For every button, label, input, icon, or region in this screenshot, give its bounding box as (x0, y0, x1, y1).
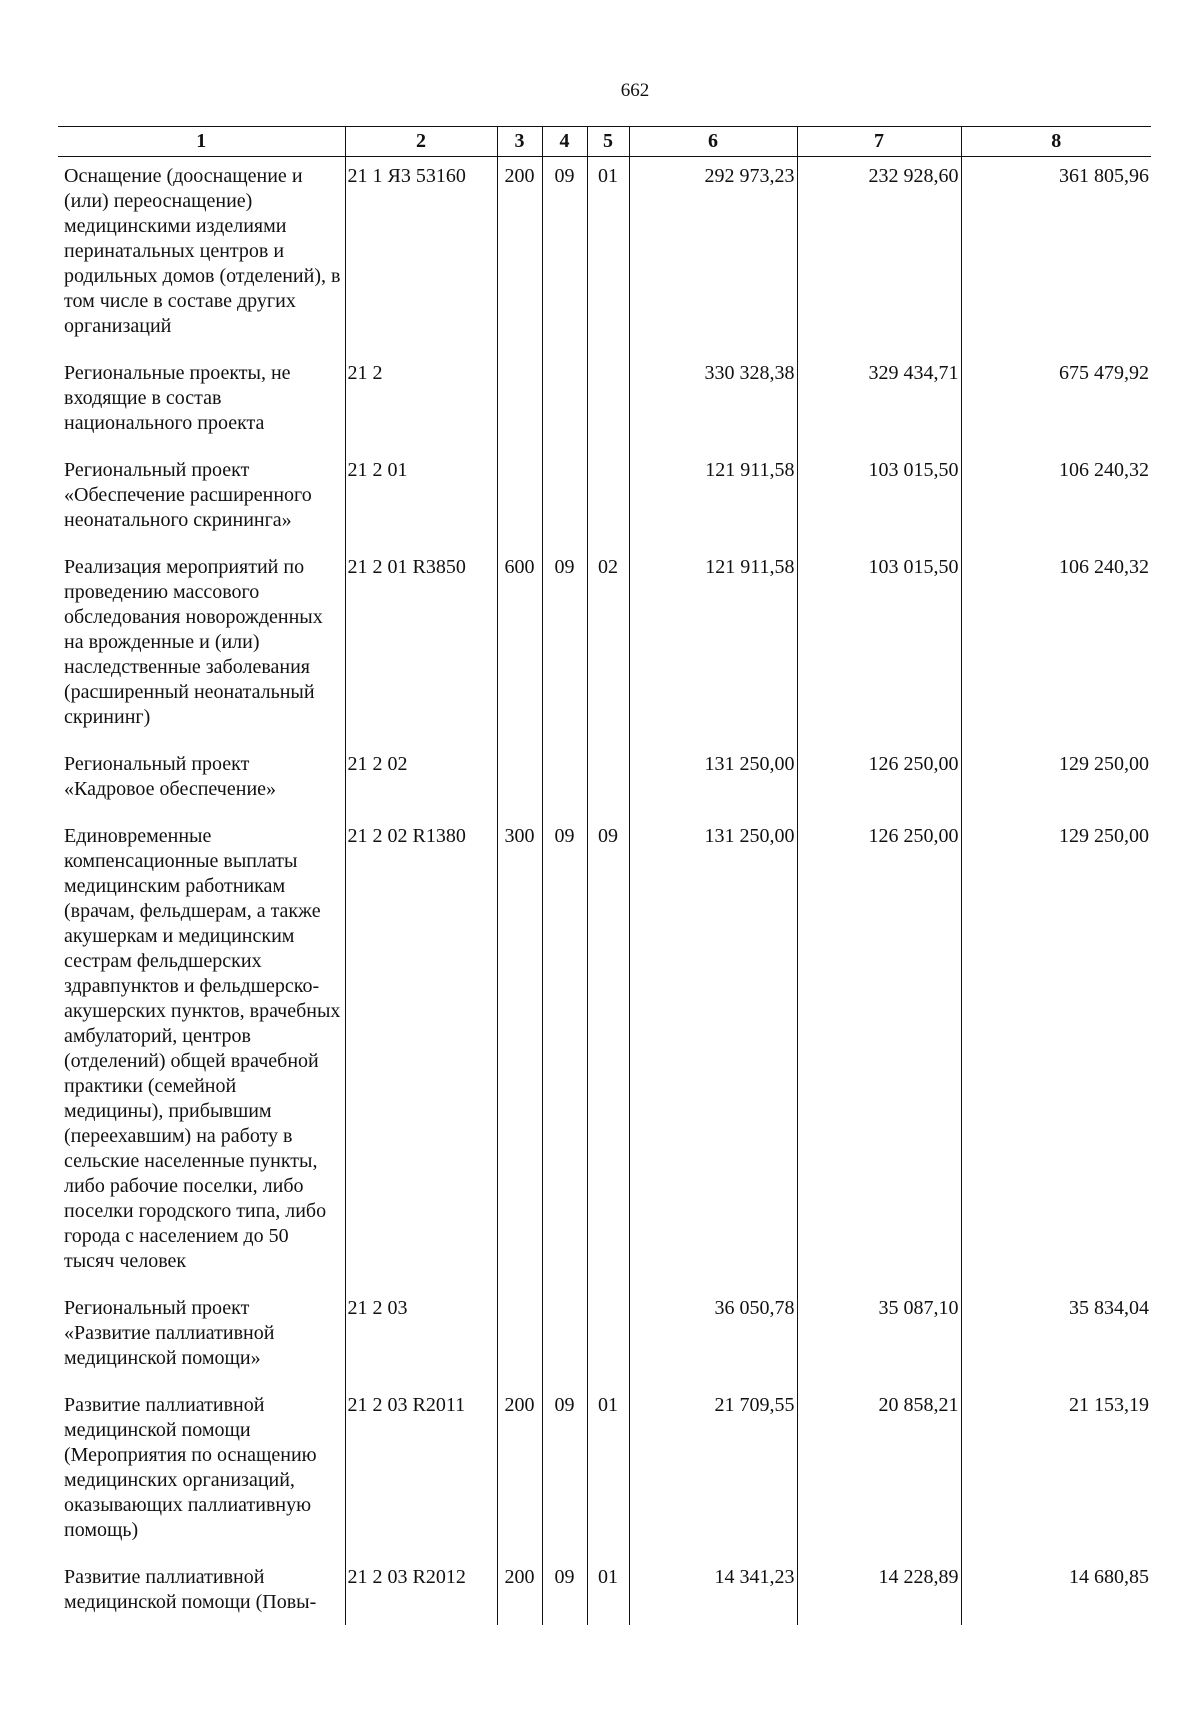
row-col3 (497, 1289, 542, 1386)
row-value-6: 131 250,00 (629, 817, 797, 1289)
row-value-7: 329 434,71 (797, 354, 961, 451)
table-row (58, 451, 1151, 548)
row-col3 (497, 354, 542, 451)
column-header: 5 (587, 127, 629, 157)
row-value-7: 20 858,21 (797, 1386, 961, 1558)
row-value-7: 35 087,10 (797, 1289, 961, 1386)
row-col5 (587, 745, 629, 817)
row-col5: 01 (587, 1386, 629, 1558)
row-code: 21 1 Я3 53160 (345, 157, 497, 355)
row-code: 21 2 03 R2011 (345, 1386, 497, 1558)
row-value-6: 121 911,58 (629, 548, 797, 745)
row-name: Региональный проект «Развитие паллиативной медицинской помощи» (64, 1297, 275, 1369)
row-value-6: 330 328,38 (629, 354, 797, 451)
row-value-7: 103 015,50 (797, 451, 961, 548)
header-row (58, 127, 1151, 157)
row-value-8: 35 834,04 (961, 1289, 1151, 1386)
column-header: 6 (629, 127, 797, 157)
row-value-6: 292 973,23 (629, 157, 797, 355)
table-row (58, 817, 1151, 1289)
row-col4: 09 (542, 1386, 587, 1558)
table-row (58, 745, 1151, 817)
row-code: 21 2 01 R3850 (345, 548, 497, 745)
row-col5: 09 (587, 817, 629, 1289)
row-col4 (542, 1289, 587, 1386)
row-name: Региональный проект «Кадровое обеспечение» (64, 753, 277, 800)
row-name: Единовременные компенсационные выплаты медицинским работникам (врачам, фельдшерам, а также акушеркам и медицинским сестрам фельдшерских здравпунктов и фельдшерско-акушерских пунктов, врачебных амбулаторий, центров (отделений) общей врачебной практики (семейной медицины), прибывшим (переехавшим) на работу в сельские населенные пункты, либо рабочие поселки, либо поселки городского типа, либо города с населением до 50 тысяч человек (64, 825, 341, 1272)
row-value-7: 14 228,89 (797, 1558, 961, 1625)
row-code: 21 2 02 R1380 (345, 817, 497, 1289)
row-col4: 09 (542, 817, 587, 1289)
row-name: Развитие паллиативной медицинской помощи (Повы- (64, 1566, 317, 1613)
row-code: 21 2 02 (345, 745, 497, 817)
table-row (58, 157, 1151, 355)
row-col3: 600 (497, 548, 542, 745)
table-row (58, 1386, 1151, 1558)
row-col5 (587, 1289, 629, 1386)
row-col5: 01 (587, 1558, 629, 1625)
row-col4 (542, 745, 587, 817)
row-col5 (587, 354, 629, 451)
row-name: Региональные проекты, не входящие в состав национального проекта (64, 362, 291, 434)
row-col4: 09 (542, 1558, 587, 1625)
row-col4: 09 (542, 157, 587, 355)
row-value-8: 106 240,32 (961, 451, 1151, 548)
row-value-6: 36 050,78 (629, 1289, 797, 1386)
page-number: 662 (620, 80, 650, 101)
row-value-7: 232 928,60 (797, 157, 961, 355)
column-header: 4 (542, 127, 587, 157)
row-value-7: 126 250,00 (797, 745, 961, 817)
column-header: 7 (797, 127, 961, 157)
row-col5: 01 (587, 157, 629, 355)
row-name: Региональный проект «Обеспечение расширенного неонатального скрининга» (64, 459, 312, 531)
budget-table (58, 126, 1151, 1625)
row-name: Развитие паллиативной медицинской помощи (Мероприятия по оснащению медицинских организаций, оказывающих паллиативную помощь) (64, 1394, 317, 1541)
row-code: 21 2 (345, 354, 497, 451)
row-code: 21 2 01 (345, 451, 497, 548)
row-value-6: 21 709,55 (629, 1386, 797, 1558)
row-value-8: 14 680,85 (961, 1558, 1151, 1625)
row-value-6: 14 341,23 (629, 1558, 797, 1625)
row-name: Реализация мероприятий по проведению массового обследования новорожденных на врожденные и (или) наследственные заболевания (расширенный неонатальный скрининг) (64, 556, 323, 728)
row-value-8: 129 250,00 (961, 745, 1151, 817)
row-value-6: 131 250,00 (629, 745, 797, 817)
column-header: 3 (497, 127, 542, 157)
row-col4: 09 (542, 548, 587, 745)
row-col4 (542, 451, 587, 548)
row-value-6: 121 911,58 (629, 451, 797, 548)
row-value-8: 106 240,32 (961, 548, 1151, 745)
column-header: 8 (961, 127, 1151, 157)
row-value-7: 103 015,50 (797, 548, 961, 745)
row-col3: 200 (497, 1558, 542, 1625)
row-value-8: 129 250,00 (961, 817, 1151, 1289)
row-col5: 02 (587, 548, 629, 745)
row-value-8: 21 153,19 (961, 1386, 1151, 1558)
table-row (58, 354, 1151, 451)
table-row (58, 1289, 1151, 1386)
row-col3 (497, 451, 542, 548)
row-col4 (542, 354, 587, 451)
row-name: Оснащение (дооснащение и (или) переоснащение) медицинскими изделиями перинатальных центров и родильных домов (отделений), в том числе в составе других организаций (64, 165, 341, 337)
row-col3: 300 (497, 817, 542, 1289)
row-col5 (587, 451, 629, 548)
column-header: 2 (345, 127, 497, 157)
row-value-8: 361 805,96 (961, 157, 1151, 355)
column-header: 1 (58, 127, 345, 157)
row-col3: 200 (497, 1386, 542, 1558)
row-code: 21 2 03 (345, 1289, 497, 1386)
row-value-8: 675 479,92 (961, 354, 1151, 451)
row-col3: 200 (497, 157, 542, 355)
table-row (58, 548, 1151, 745)
row-col3 (497, 745, 542, 817)
row-value-7: 126 250,00 (797, 817, 961, 1289)
row-code: 21 2 03 R2012 (345, 1558, 497, 1625)
table-row (58, 1558, 1151, 1625)
